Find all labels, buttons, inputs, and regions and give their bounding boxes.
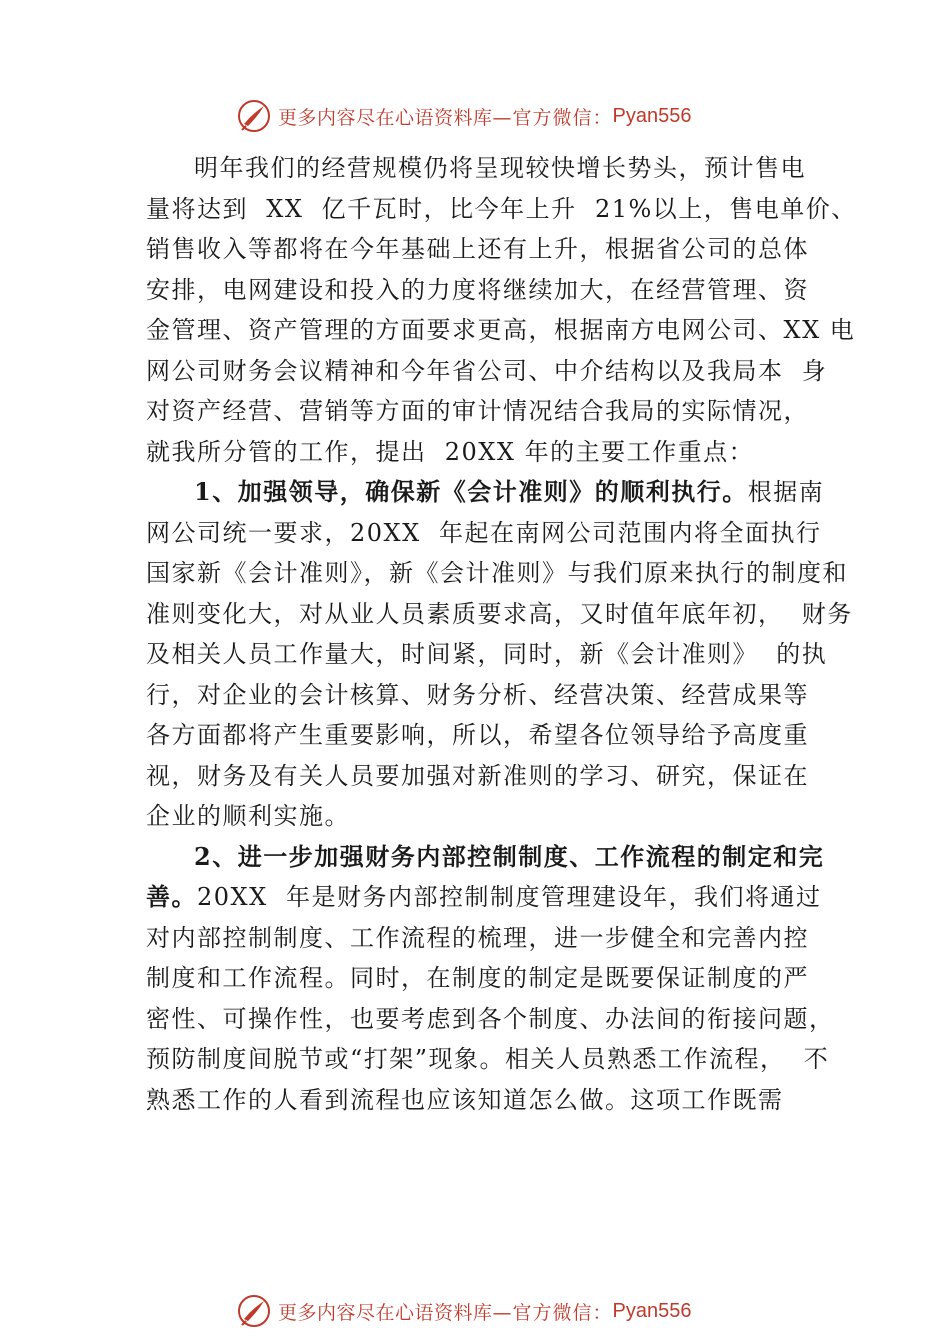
text-line: 网公司统一要求，20XX 年起在南网公司范围内将全面执行 xyxy=(146,518,822,547)
banner-prefix: 更多内容尽在心语资料库 xyxy=(278,106,493,129)
text-line: 准则变化大，对从业人员素质要求高，又时值年底年初， 财务 xyxy=(146,599,853,628)
header-banner xyxy=(236,96,692,136)
banner-separator: —官方微信： xyxy=(492,106,613,129)
text-line: 销售收入等都将在今年基础上还有上升，根据省公司的总体 xyxy=(146,235,809,263)
text-line: 各方面都将产生重要影响，所以，希望各位领导给予高度重 xyxy=(146,721,809,749)
text-line: 制度和工作流程。同时，在制度的制定是既要保证制度的严 xyxy=(146,964,809,992)
section-2-heading: 2、进一步加强财务内部控制制度、工作流程的制定和完 xyxy=(194,841,825,871)
text-line: 熟悉工作的人看到流程也应该知道怎么做。这项工作既需 xyxy=(146,1085,784,1114)
text-line: 对内部控制制度、工作流程的梳理，进一步健全和完善内控 xyxy=(146,923,809,952)
text-line: 国家新《会计准则》，新《会计准则》与我们原来执行的制度和 xyxy=(146,559,848,587)
section-2-first-line xyxy=(146,877,826,918)
text-line: 预防制度间脱节或“打架”现象。相关人员熟悉工作流程， 不 xyxy=(146,1045,830,1073)
banner-handle: Pyan556 xyxy=(612,1299,692,1322)
text-line: 企业的顺利实施。 xyxy=(146,802,350,830)
section-1-first-line xyxy=(146,472,826,513)
section-1-heading: 1、加强领导，确保新《会计准则》的顺利执行。 xyxy=(194,477,748,506)
text-line: 量将达到 XX 亿千瓦时，比今年上升 21%以上，售电单价、 xyxy=(146,194,857,223)
text-line: 对资产经营、营销等方面的审计情况结合我局的实际情况， xyxy=(146,397,809,425)
banner-handle: Pyan556 xyxy=(612,104,692,127)
text-line: 安排，电网建设和投入的力度将继续加大，在经营管理、资 xyxy=(146,275,809,304)
text-line: 视，财务及有关人员要加强对新准则的学习、研究，保证在 xyxy=(146,761,809,790)
banner-separator: —官方微信： xyxy=(492,1301,613,1324)
text-line: 就我所分管的工作，提出 20XX 年的主要工作重点： xyxy=(146,437,755,466)
quill-logo-icon xyxy=(236,1293,272,1329)
banner-prefix: 更多内容尽在心语资料库 xyxy=(278,1301,493,1324)
quill-logo-icon xyxy=(236,98,272,134)
text-line: 明年我们的经营规模仍将呈现较快增长势头，预计售电 xyxy=(194,154,806,182)
text-line: 金管理、资产管理的方面要求更高，根据南方电网公司、XX 电 xyxy=(146,316,856,344)
section-2-heading-line xyxy=(146,837,826,878)
text-line: 密性、可操作性，也要考虑到各个制度、办法间的衔接问题， xyxy=(146,1004,835,1033)
text-line: 行，对企业的会计核算、财务分析、经营决策、经营成果等 xyxy=(146,680,809,709)
document-body xyxy=(146,148,857,1120)
footer-banner xyxy=(236,1291,692,1331)
text-line: 网公司财务会议精神和今年省公司、中介结构以及我局本 身 xyxy=(146,356,828,385)
section-2-heading-end: 善。 xyxy=(146,882,197,911)
text-line: 20XX 年是财务内部控制制度管理建设年，我们将通过 xyxy=(197,883,822,911)
text-line: 根据南 xyxy=(747,478,825,506)
text-line: 及相关人员工作量大，时间紧，同时，新《会计准则》 的执 xyxy=(146,640,828,668)
